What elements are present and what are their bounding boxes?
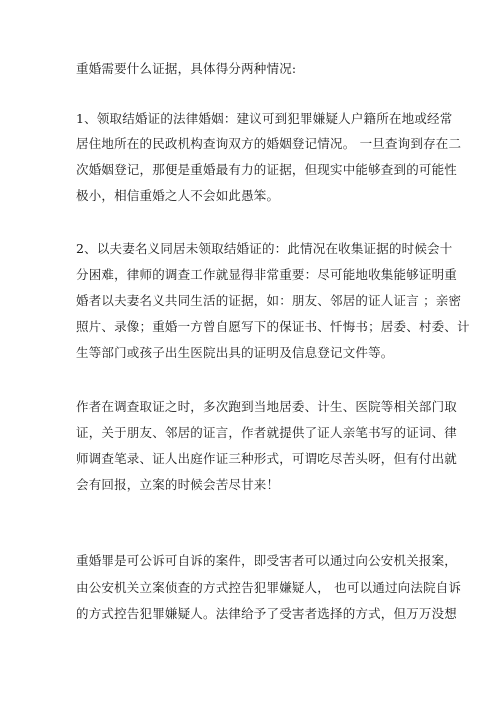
section1-line-1: 1、领取结婚证的法律婚姻：建议可到犯罪嫌疑人户籍所在地或经常: [76, 111, 453, 126]
section2-line-4: 照片、录像；重婚一方曾自愿写下的保证书、忏悔书；居委、村委、计: [76, 319, 470, 334]
section3-line-3: 师调查笔录、证人出庭作证三种形式，可谓吃尽苦头呀，但有付出就: [76, 451, 458, 466]
section2-line-5: 生等部门或孩子出生医院出具的证明及信息登记文件等。: [76, 345, 394, 360]
section2-line-1: 2、以夫妻名义同居未领取结婚证的：此情况在收集证据的时候会十: [76, 241, 453, 256]
document-title-line: 重婚需要什么证据，具体得分两种情况:: [76, 61, 297, 76]
section3-line-1: 作者在调查取证之时，多次跑到当地居委、计生、医院等相关部门取: [76, 399, 458, 414]
section2-line-3: 婚者以夫妻名义共同生活的证据，如：朋友、邻居的证人证言 ；亲密: [76, 293, 462, 308]
section1-line-3: 次婚姻登记，那便是重婚最有力的证据，但现实中能够查到的可能性: [76, 162, 458, 177]
section1-line-2: 居住地所在的民政机构查询双方的婚姻登记情况。 一旦查询到存在二: [76, 136, 462, 151]
section2-line-2: 分困难，律师的调查工作就显得非常重要：尽可能地收集能够证明重: [76, 267, 458, 282]
section4-line-1: 重婚罪是可公诉可自诉的案件，即受害者可以通过向公安机关报案，: [76, 553, 458, 568]
section1-line-4: 极小，相信重婚之人不会如此愚笨。: [76, 188, 280, 203]
section4-line-3: 的方式控告犯罪嫌疑人。法律给予了受害者选择的方式，但万万没想: [76, 606, 458, 621]
section3-line-4: 会有回报，立案的时候会苦尽甘来！: [76, 477, 280, 492]
section4-line-2: 由公安机关立案侦查的方式控告犯罪嫌疑人， 也可以通过向法院自诉: [76, 580, 462, 595]
section3-line-2: 证，关于朋友、邻居的证言，作者就提供了证人亲笔书写的证词、律: [76, 425, 458, 440]
